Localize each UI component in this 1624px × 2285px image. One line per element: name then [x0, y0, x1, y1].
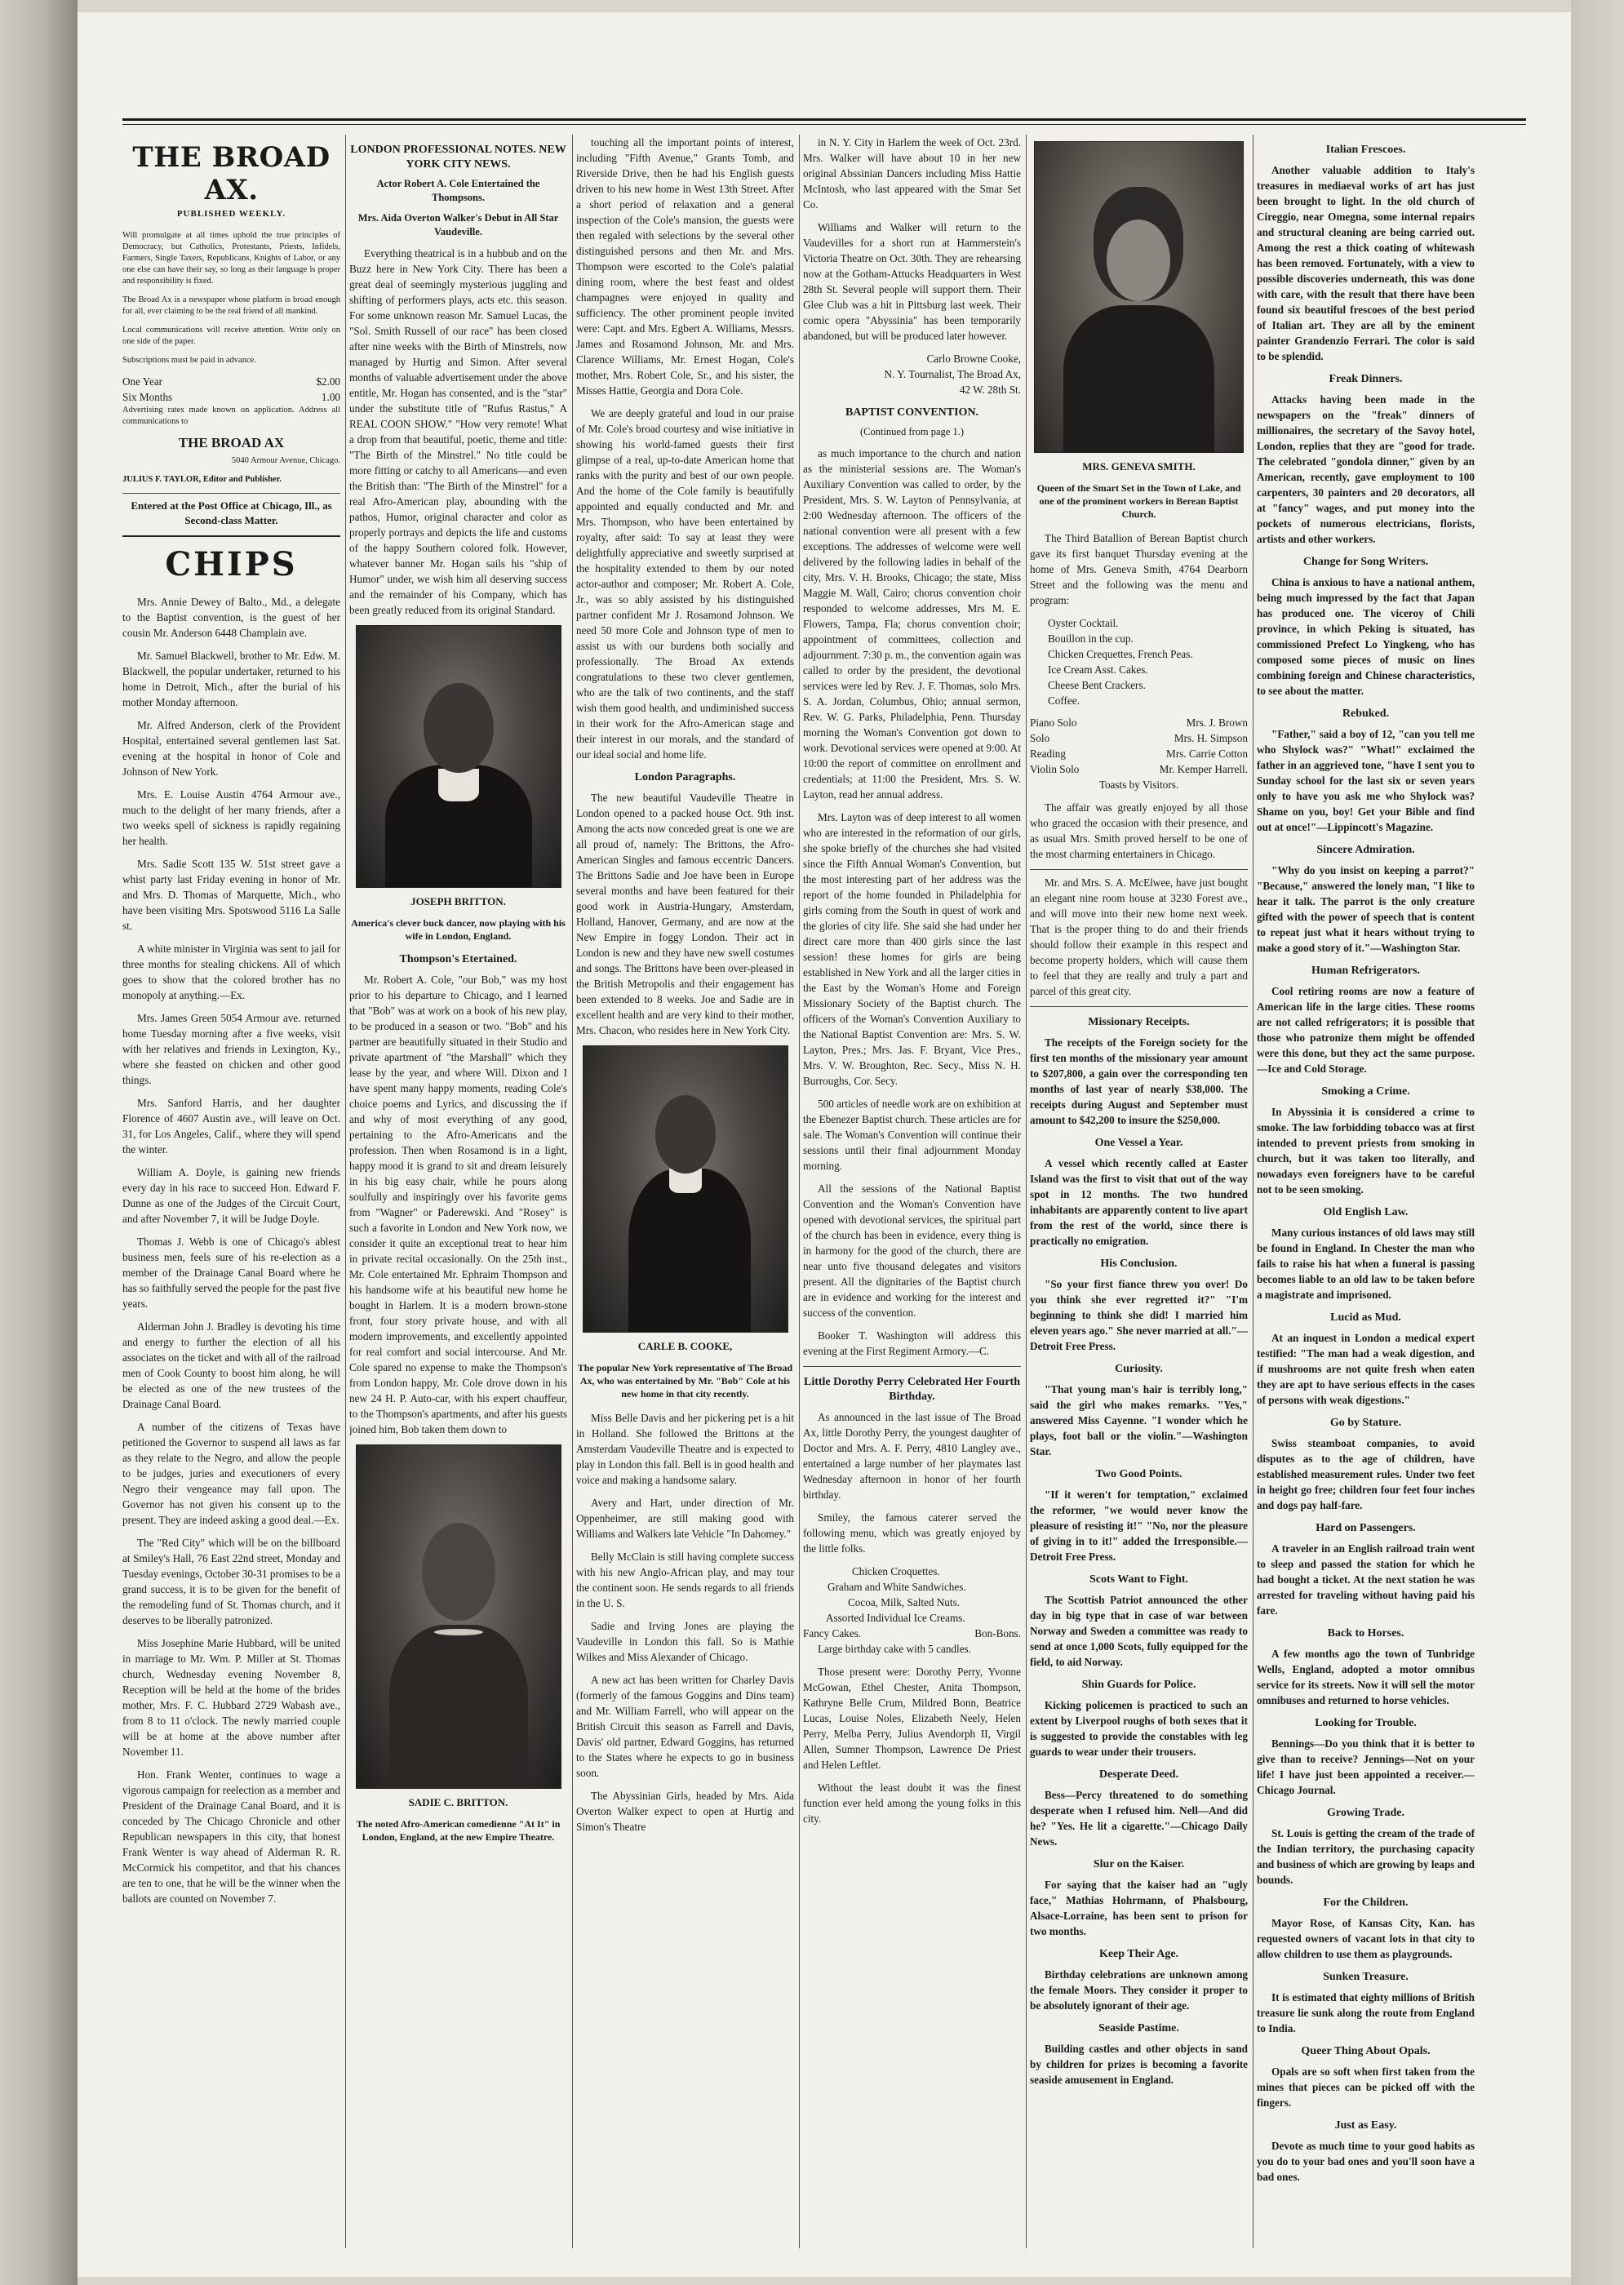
article-paragraph: A new act has been written for Charley Davis (formerly of the famous Goggins and Dins team) and Mr. William Farrell, who will appear on the British Circuit this season as Farrell and Davis, Davis' old partner, Edward Goggins, has returned to the States where he expects to go in business soon.: [576, 1674, 794, 1779]
scan-edge-right: [1571, 0, 1624, 2285]
divider: [122, 535, 340, 537]
item-heading: Old English Law.: [1323, 1206, 1409, 1218]
signature-line: 42 W. 28th St.: [959, 384, 1021, 396]
article-paragraph: Many curious instances of old laws may still be found in England. In Chester the man who fails to raise his hat when a funeral is passing becomes liable to an old law to be taken before a magistrate and imprisoned.: [1257, 1227, 1475, 1301]
article-paragraph: For saying that the kaiser had an "ugly face," Mathias Hohrmann, of Phalsbourg, Alsace-Lorraine, has been sent to prison for two months.: [1030, 1879, 1248, 1937]
program-row: [1030, 715, 1248, 730]
article-paragraph: Belly McClain is still having complete success with his new Anglo-African play, and may tour the continent soon. He sends regards to all friends in the U. S.: [576, 1551, 794, 1609]
item-heading: Back to Horses.: [1327, 1627, 1404, 1639]
chips-item: A number of the citizens of Texas have petitioned the Governor to suspend all laws as far as they relate to the Negro, and allow the people to be judges, juries and executioners of every Negro their vengeance may fall upon. The Governor has not given his consent up to the present. They are indeed asking a good deal.—Ex.: [122, 1421, 340, 1526]
article-paragraph: All the sessions of the National Baptist Convention and the Woman's Convention have opened with devotional services, the spiritual part of the church has been in evidence, every thing is in harmony for the good of the church, there are near unto five thousand delegates and visitors present. All the dignitaries of the Baptist church are in evidence and working for the interest and success of the convention.: [803, 1182, 1021, 1319]
menu-item: Assorted Individual Ice Creams.: [826, 1612, 965, 1624]
article-paragraph: Devote as much time to your good habits as you do to your bad ones and you'll soon have a bad ones.: [1257, 2140, 1475, 2183]
masthead-subscriptions: Subscriptions must be paid in advance.: [122, 356, 256, 365]
baptist-heading: BAPTIST CONVENTION.: [845, 406, 979, 419]
joseph-britton-photo: [356, 625, 561, 888]
article-paragraph: Everything theatrical is in a hubbub and on the Buzz here in New York City. There has been a great deal of seemingly mysterious juggling and shifting of performers plays, acts etc. this season. For some unknown reason Mr. Samuel Lucas, the "Sol. Smith Russell of our race" has been closed after nine weeks with the Birth of Minstrels, now managed by Hurtig and Simon. After several months of valuable advertisement under the above entitle, Mr. Hogan has consented, and is the "star" under the substitute title of "Rufus Rastus," A REAL COON SHOW." "How very remote! What a drop from that beautiful, poetic, theme and title: "The Birth of the Minstrel." No title could be more fitting or catchy to all Americans—and even the British than: "The Birth of the Minstrel" for a real Afro-American play, abounding with the pathos, Humor, original character and color as properly portrays and depicts the life and customs of the happy Southern colored folk. However, whatever banner Mr. Hogan sails his "ship of Humor" under, we wish him all deserving success and the remainder of his Company, which has been greatly reduced from its original Standard.: [349, 247, 567, 616]
article-paragraph: 500 articles of needle work are on exhibition at the Ebenezer Baptist church. These articles are for sale. The Woman's Convention will continue their sessions until their final adjournment Monday morning.: [803, 1098, 1021, 1172]
program-performer: Mrs. H. Simpson: [1174, 732, 1248, 744]
photo-caption-desc: The noted Afro-American comedienne "At It" in London, England, at the new Empire Theatre.: [356, 1818, 561, 1843]
article-paragraph: At an inquest in London a medical expert testified: "The man had a weak digestion, and if mushrooms are not quite fresh when eaten they are apt to have serious effects in the cases of persons with weak digestions.": [1257, 1332, 1475, 1406]
chips-item: The "Red City" which will be on the billboard at Smiley's Hall, 76 East 22nd street, Monday and Tuesday evenings, October 30-31 promises to be a grand success, it is to be given for the benefit of the remodeling fund of St. Thomas church, and it deserves to be liberally patronized.: [122, 1537, 340, 1626]
article-paragraph: The receipts of the Foreign society for the first ten months of the missionary year amount to $207,800, a gain over the corresponding ten months of last year of nearly $38,000. The receipts during August and September must amount to $42,200 to insure the $250,000.: [1030, 1036, 1248, 1126]
article-paragraph: Mayor Rose, of Kansas City, Kan. has requested owners of vacant lots in that city to allow children to use them as playgrounds.: [1257, 1917, 1475, 1960]
column-rule: [572, 135, 573, 2248]
article-paragraph: Birthday celebrations are unknown among the female Moors. They consider it proper to be absolutely ignorant of their age.: [1030, 1968, 1248, 2012]
divider: [1030, 869, 1248, 870]
column-5: [1030, 135, 1248, 2248]
item-heading: Shin Guards for Police.: [1081, 1679, 1196, 1691]
chips-item: Mr. Alfred Anderson, clerk of the Provident Hospital, entertained several gentlemen last Sat. evening at the hospital in honor of Cole and Johnson of New York.: [122, 719, 340, 778]
item-heading: Lucid as Mud.: [1330, 1311, 1401, 1324]
photo-caption-desc: America's clever buck dancer, now playing with his wife in London, England.: [351, 917, 566, 942]
column-3: [576, 135, 794, 2248]
article-paragraph: Kicking policemen is practiced to such an extent by Liverpool roughs of both sexes that it is suggested to provide the constables with leg guards to wear under their trousers.: [1030, 1699, 1248, 1758]
chips-item: Mrs. Sanford Harris, and her daughter Florence of 4607 Austin ave., will leave on Oct. 31, for Los Angeles, Calif., where they will spend the winter.: [122, 1097, 340, 1156]
divider: [122, 493, 340, 494]
menu-item: Fancy Cakes.: [803, 1627, 862, 1639]
chips-item: Alderman John J. Bradley is devoting his time and energy to further the election of all his associates on the ticket and with all of the railroad men of Cook County to boost him along, he will be elected as one of the new trustees of the Drainage Canal Board.: [122, 1320, 340, 1410]
masthead-title: THE BROAD AX.: [132, 141, 331, 206]
chips-item: William A. Doyle, is gaining new friends every day in his race to succeed Hon. Edward F. Dunne as one of the Judges of the Circuit Court, and after November 7, it will be Judge Doyle.: [122, 1166, 340, 1225]
item-heading: Curiosity.: [1115, 1363, 1163, 1375]
chips-item: Mrs. Sadie Scott 135 W. 51st street gave a whist party last Friday evening in honor of Mr. and Mrs. D. Thomas of Marquette, Mich., who have been visiting Mrs. Spotswood 5116 La Salle st.: [122, 858, 340, 932]
program-row: [1030, 761, 1248, 777]
thompsons-heading: Thompson's Etertained.: [399, 953, 517, 965]
article-paragraph: "That young man's hair is terribly long," said the girl who makes remarks. "Yes," answered Miss Cayenne. "I wonder which he plays, foot ball or the violin."—Washington Star.: [1030, 1383, 1248, 1458]
masthead-subtitle: PUBLISHED WEEKLY.: [176, 209, 286, 219]
column-4: [803, 135, 1021, 2248]
article-paragraph: touching all the important points of interest, including "Fifth Avenue," Grants Tomb, and Riverside Drive, then he had his English guests driven to his new home in West 13th Street. After a short period of relaxation and a general inspection of the Cole's mansion, the guests were then regaled with selections by the several other distinguished persons and then Mr. and Mrs. Thompson were escorted to the Cole's palatial dining room, where the best feast and oldest champagnes were enjoyed in quality and sufficiency. The other prominent people invited were: Capt. and Mrs. Egbert A. Williams, Messrs. James and Rosamond Johnson, Mr. and Mrs. Clarence Williams, Mr. Ernest Hogan, Cole's mother, Mrs. Robert Cole, Sr., and his sister, the Misses Hattie, Georgia and Dora Cole.: [576, 136, 794, 397]
article-paragraph: Those present were: Dorothy Perry, Yvonne McGowan, Ethel Chester, Anita Thompson, Kathryne Belle Crum, Mildred Bonn, Beatrice Lucas, Louise Noles, Elizabeth Neely, Helen Perry, Melba Perry, Julius Avendorph II, Virgil Allen, Sumner Thompson, Lawrence De Priest and Helen Leftlet.: [803, 1666, 1021, 1771]
newspaper-page: [78, 12, 1571, 2277]
dorothy-heading: Little Dorothy Perry Celebrated Her Fourth Birthday.: [803, 1376, 1021, 1403]
menu-item: Bon-Bons.: [974, 1627, 1021, 1639]
article-paragraph: as much importance to the church and nation as the ministerial sessions are. The Woman's Auxiliary Convention was called to order, by the President, Mrs. S. W. Layton of Pennsylvania, at 2:00 Wednesday afternoon. The officers of the national convention were all present with a few exceptions. The addresses of welcome were well delivered by the following ladies in behalf of the city, Mrs. V. H. Brooks, Chicago; the state, Miss Maggie M. Wall, Cairo; chorus convention choir responded to welcome addresses, Mrs M. E. Flowers, Tampa, Fla; chorus convention choir; appointment of committees, collection and adjournment. 7:30 p. m., the convention again was called to order by the president, the devotional services were led by Rev. J. F. Thomas, solo Mrs. S. A. Jordan, Columbus, Ohio; annual sermon, Rev. W. G. Parks, Philadelphia, Penn. Thursday morning the Woman's Convention got down to work. Devotional services were opened at 9:00. At 10:00 the report of committee on enrollment and credentials; at 11:00 the President, Mrs. S. W. Layton, read her annual address.: [803, 447, 1021, 801]
chips-item: Mrs. James Green 5054 Armour ave. returned home Tuesday morning after a five weeks, visit with her relatives and friends in Lexington, Ky., where she feasted on chicken and other good things.: [122, 1012, 340, 1086]
program-performer: Mrs. Carrie Cotton: [1166, 748, 1248, 760]
program-item: Violin Solo: [1030, 763, 1080, 775]
article-paragraph: It is estimated that eighty millions of British treasure lie sunk along the route from England to India.: [1257, 1991, 1475, 2034]
menu-item: Graham and White Sandwiches.: [828, 1581, 966, 1593]
item-heading: Growing Trade.: [1327, 1807, 1404, 1819]
masthead-communications: Local communications will receive attention. Write only on one side of the paper.: [122, 326, 340, 346]
article-paragraph: Swiss steamboat companies, to avoid disputes as to the age of children, have established measurement rules. Under two feet in height go free; children four feet four inches and dogs pay half-fare.: [1257, 1437, 1475, 1511]
menu-item: Chicken Crequettes, French Peas.: [1048, 648, 1193, 660]
program-performer: Mr. Kemper Harrell.: [1159, 763, 1248, 775]
london-subheading: Mrs. Aida Overton Walker's Debut in All Star Vaudeville.: [357, 212, 559, 237]
program-item: Reading: [1030, 748, 1066, 760]
chips-item: Mr. Samuel Blackwell, brother to Mr. Edw. M. Blackwell, the popular undertaker, returned to his home in Detroit, Mich., after the burial of his mother Monday afternoon.: [122, 650, 340, 708]
rate-label: One Year: [122, 375, 163, 388]
column-rule: [799, 135, 800, 2248]
item-heading: Human Refrigerators.: [1311, 965, 1420, 977]
top-rule: [122, 118, 1526, 121]
chips-item: Thomas J. Webb is one of Chicago's ablest business men, feels sure of his re-election as a member of the Drainage Canal Board where he has so faithfully served the people for the past five years.: [122, 1236, 340, 1310]
column-2: [349, 135, 567, 2248]
article-paragraph: Williams and Walker will return to the Vaudevilles for a short run at Hammerstein's Victoria Theatre on Oct. 30th. They are rehearsing now at the Gotham-Attucks Headquarters in West 28th St. Several people will support them. Their Glee Club was a hit in Pittsburg last week. Their comic opera "Abyssinia" has been temporarily abandoned, but will be produced later however.: [803, 221, 1021, 342]
article-paragraph: Building castles and other objects in sand by children for prizes is becoming a favorite seaside amusement in England.: [1030, 2043, 1248, 2086]
menu-item: Cheese Bent Crackers.: [1048, 679, 1146, 691]
baptist-subheading: (Continued from page 1.): [859, 426, 965, 437]
column-rule: [345, 135, 346, 2248]
divider: [803, 1366, 1021, 1367]
item-heading: Keep Their Age.: [1098, 1948, 1179, 1960]
signature-line: Carlo Browne Cooke,: [926, 353, 1021, 365]
article-paragraph: Cool retiring rooms are now a feature of American life in the large cities. These rooms are not called refrigerators; it is possible that those who patronize them might be offended were this done, but they act the same purpose.—Ice and Cold Storage.: [1257, 985, 1475, 1075]
article-paragraph: "Father," said a boy of 12, "can you tell me who Shylock was?" "What!" exclaimed the father in an aggrieved tone, "have I sent you to Sunday school for the last six or seven years only to have you ask me who Shylock was? Shame on you, boy! Get your Bible and find out at once!"—Lippincott's Magazine.: [1257, 728, 1475, 833]
article-paragraph: The Scottish Patriot announced the other day in big type that in case of war between Norway and Sweden a committee was ready to send at once 1,000 Scots, fully equipped for the field, to aid Norway.: [1030, 1594, 1248, 1668]
masthead-address-line: 5040 Armour Avenue, Chicago.: [231, 456, 340, 465]
item-heading: Missionary Receipts.: [1088, 1016, 1190, 1028]
sadie-britton-photo: [356, 1444, 561, 1789]
photo-caption-desc: The popular New York representative of The Broad Ax, who was entertained by Mr. "Bob" Cole at his new home in that city recently.: [577, 1362, 793, 1400]
photo-caption: JOSEPH BRITTON.: [410, 895, 506, 907]
item-heading: Sunken Treasure.: [1323, 1971, 1409, 1983]
article-paragraph: As announced in the last issue of The Broad Ax, little Dorothy Perry, the youngest daughter of Doctor and Mrs. A. F. Perry, 4810 Langley ave., entertained a large number of her playmates last Wednesday afternoon in honor of her fourth birthday.: [803, 1411, 1021, 1501]
item-heading: For the Children.: [1323, 1897, 1409, 1909]
article-paragraph: Mr. Robert A. Cole, "our Bob," was my host prior to his departure to Chicago, and I learned that "Bob" was at work on a book of his new play, to be produced in a season or two. "Bob" and his partner are beautifully situated in their Studio and private apartment of "the Marshall" which they lease by the year, and where Will. Dixon and I have spent many happy moments, reading Cole's choice poems and Lyrics, and discussing the if and why of most everything of any good, pertaining to the Afro-Americans and the profession. Then when Rosamond is in a light, happy mood it is grand to sit and dream leisurely in his big easy chair, while he pours along soulfully and inspiringly over his favorite gems from "Wagner" or Paderewski. And "Rosey" is such a favorite in London and New York now, we consider it quite an exceptional treat to hear him in private recital occasionally. On the 25th inst., Mr. Cole entertained Mr. Ephraim Thompson and his handsome wife at his beautiful new home he bought in Harlem. It is a modern brown-stone front, four story private house, and with all modern improvements, and excellently appointed for real comfort and social intercourse. And Mr. Cole spared no expense to make the Thompson's from London happy, Mr. Cole drove down in his new 24 H. P. Auto-car, with his expert chauffeur, to the Thompson's apartments, and after his guests joined him, Bob taken them down to: [349, 974, 567, 1435]
item-heading: Italian Frescoes.: [1325, 144, 1406, 156]
program-item: Solo: [1030, 732, 1050, 744]
article-paragraph: The Third Batallion of Berean Baptist church gave its first banquet Thursday evening at the home of Mrs. Geneva Smith, 4764 Dearborn Street and the following was the menu and program:: [1030, 532, 1248, 606]
article-paragraph: Miss Belle Davis and her pickering pet is a hit in Holland. She followed the Brittons at the Amsterdam Vaudeville Theatre and is expected to play in London this fall. Bell is in good health and voice and making a handsome salary.: [576, 1412, 794, 1486]
article-paragraph: Without the least doubt it was the finest function ever held among the young folks in this city.: [803, 1781, 1021, 1825]
program-performer: Mrs. J. Brown: [1186, 717, 1248, 729]
photo-caption: MRS. GENEVA SMITH.: [1082, 460, 1196, 473]
article-paragraph: The new beautiful Vaudeville Theatre in London opened to a packed house Oct. 9th inst. Among the acts now conceded great is one we are all proud of, namely: The Brittons, the Afro-American Singles and famous eccentric Dancers. The Brittons Sadie and Joe have been in Europe several months and have been featured for their good work in Austria-Hungary, Amsterdam, Holland, Hanover, Germany, and are now at the New Empire in foggy London. Their act in London is new and they have new swell costumes and songs. The Brittons have been over-pleased in the British Metropolis and their engagement has been extended to 8 weeks. Joe and Sadie are in excellent health and are very kind to their mother, Mrs. Chacon, who resides here in New York City.: [576, 792, 794, 1036]
article-paragraph: Smiley, the famous caterer served the following menu, which was greatly enjoyed by the little folks.: [803, 1511, 1021, 1555]
toasts-line: Toasts by Visitors.: [1098, 779, 1179, 791]
article-paragraph: Booker T. Washington will address this evening at the First Regiment Armory.—C.: [803, 1329, 1021, 1357]
article-paragraph: Mrs. Layton was of deep interest to all women who are interested in the reformation of our girls, she spoke briefly of the churches she had visited since the Fifth Annual Woman's Convention, but the most interesting part of her address was the report of the home founded in Philadelphia for girls coming from the South in quest of work and the glories of city life. She said she had under her direct care more than 400 girls since the last session! these homes for girls are being established in New York and all the larger cities in the East by the Woman's Home and Foreign Missionary Society of the Baptist church. The officers of the Woman's Convention Auxiliary to the National Baptist Convention are: Mrs. S. W. Layton, Pres.; Mrs. Jas. F. Bryant, Vice Pres., Mrs. V. W. Broughton, Rec. Secy., Miss N. H. Burroughs, Cor. Secy.: [803, 811, 1021, 1087]
item-heading: Desperate Deed.: [1098, 1768, 1179, 1781]
article-paragraph: "Why do you insist on keeping a parrot?" "Because," answered the lonely man, "I like to hear it talk. The parrot is the only creature gifted with the power of speech that is content to repeat just what it hears without trying to make a good story of it."—Washington Star.: [1257, 864, 1475, 954]
masthead-entered: Entered at the Post Office at Chicago, Ill., as Second-class Matter.: [131, 499, 332, 526]
masthead-ads: The Broad Ax is a newspaper whose platform is broad enough for all, ever claiming to be the real friend of all mankind.: [122, 295, 340, 316]
item-heading: Rebuked.: [1342, 708, 1390, 720]
menu-item: Bouillon in the cup.: [1048, 632, 1134, 645]
masthead-policy: Will promulgate at all times uphold the true principles of Democracy, but Catholics, Protestants, Priests, Infidels, Farmers, Single Taxers, Republicans, Knights of Labor, or any one else can have their say, so long as their language is proper and responsibility is fixed.: [122, 231, 340, 286]
masthead-advertising: Advertising rates made known on application. Address all communications to: [122, 406, 340, 426]
article-paragraph: in N. Y. City in Harlem the week of Oct. 23rd. Mrs. Walker will have about 10 in her new original Abssinian Dancers including Miss Hattie McIntosh, who last appeared with the Smar Set Co.: [803, 136, 1021, 211]
rate-row: [122, 374, 340, 389]
article-paragraph: We are deeply grateful and loud in our praise of Mr. Cole's broad courtesy and wise initiative in showing his world-famed guests their first glimpse of a real, up-to-date American home that ranks with the purity and best of our own people. And the home of the Cole family is beautifully appointed and equally conducted and Mr. and Mrs. Thompson, who have been entertained by royalty, after said: To say at least they were delightfully appreciative and sweetly surprised at the hospitality extended to them by our noted actor-author and composer; Mr. Robert A. Cole, Jr., was so ably assisted by his distinguished partner confident Mr J. Rosamond Johnson. We need 50 more Cole and Johnson type of men to assist us with our burdens both socially and professionally. The Broad Ax extends congratulations to these two clever gentlemen, who are the talk of two continents, and the staff wish them good health, and undiminished success in their work for the Afro-American stage and their interest in our morals, and the standard of our ideal social and home life.: [576, 407, 794, 761]
item-heading: Queer Thing About Opals.: [1301, 2045, 1431, 2057]
menu-item: Chicken Croquettes.: [852, 1565, 940, 1577]
item-heading: Smoking a Crime.: [1321, 1085, 1410, 1098]
article-paragraph: Sadie and Irving Jones are playing the Vaudeville in London this fall. So is Mathie Wilkes and Miss Alexander of Chicago.: [576, 1620, 794, 1663]
masthead-address-name: THE BROAD AX: [178, 435, 285, 450]
rate-label: Six Months: [122, 391, 173, 403]
article-paragraph: Opals are so soft when first taken from the mines that pieces can be picked off with the fingers.: [1257, 2065, 1475, 2109]
article-paragraph: A few months ago the town of Tunbridge Wells, England, adopted a motor omnibus service for its streets. Now it will sell the motor omnibuses and returned to horse vehicles.: [1257, 1648, 1475, 1706]
item-heading: Sincere Admiration.: [1316, 844, 1415, 856]
photo-caption: SADIE C. BRITTON.: [408, 1796, 508, 1808]
top-rule-thin: [122, 124, 1526, 125]
program-row: [1030, 746, 1248, 761]
item-heading: Looking for Trouble.: [1315, 1717, 1417, 1729]
geneva-smith-photo: [1034, 141, 1244, 453]
program-item: Piano Solo: [1030, 717, 1077, 729]
item-heading: One Vessel a Year.: [1094, 1137, 1183, 1149]
item-heading: Seaside Pastime.: [1098, 2022, 1179, 2034]
item-heading: Change for Song Writers.: [1302, 556, 1429, 568]
article-paragraph: "So your first fiance threw you over! Do you think she ever regretted it?" "I'm beginning to think she did! I married him eleven years ago." She never married at all."—Detroit Free Press.: [1030, 1278, 1248, 1352]
item-heading: His Conclusion.: [1100, 1258, 1178, 1270]
photo-caption-desc: Queen of the Smart Set in the Town of Lake, and one of the prominent workers in Berean Baptist Church.: [1036, 482, 1241, 520]
article-paragraph: Attacks having been made in the newspapers on the "freak" dinners of millionaires, the secretary of the Savoy hotel, London, replies that they are "good for trade. The celebrated "gondola dinner," given by an American, recently, gave employment to 100 carpenters, 30 painters and 20 decorators, all at "fancy" wages, and put money into the pockets of numerous electricians, florists, artists and other workers.: [1257, 393, 1475, 545]
program-row: [1030, 730, 1248, 746]
article-paragraph: Large birthday cake with 5 candles.: [818, 1643, 971, 1655]
article-paragraph: Bennings—Do you think that it is better to give than to receive? Jennings—Not on your life! I have just been appointed a receiver.—Chicago Journal.: [1257, 1737, 1475, 1796]
chips-item: Hon. Frank Wenter, continues to wage a vigorous campaign for reelection as a member and President of the Drainage Canal Board, and it is conceded by The Chicago Chronicle and other Republican newspapers in this city, that honest Frank Wenter is way ahead of Alderman R. R. McCormick his competitor, and that his chances are ten to one, that he will be the winner when the ballots are counted on November 7.: [122, 1768, 340, 1905]
menu-item: Oyster Cocktail.: [1048, 617, 1119, 629]
article-paragraph: China is anxious to have a national anthem, being much impressed by the fact that Japan has produced one. The viceroy of Chili province, in which Peking is situated, has commissioned Prefect Lo Yingkeng, who has composed some pieces of music on lines combining foreign and Chinese characteristics, to see about the matter.: [1257, 576, 1475, 697]
menu-row: [803, 1626, 1021, 1641]
item-heading: Scots Want to Fight.: [1089, 1573, 1189, 1586]
item-heading: Slur on the Kaiser.: [1093, 1858, 1185, 1870]
rate-price: $2.00: [316, 375, 340, 388]
london-subheading: Actor Robert A. Cole Entertained the Thompsons.: [376, 178, 540, 203]
article-paragraph: A vessel which recently called at Easter Island was the first to visit that out of the way spot in 12 months. The two hundred inhabitants are apparently content to live apart from the rest of the world, since there is practically no emigration.: [1030, 1157, 1248, 1247]
article-paragraph: Bess—Percy threatened to do something desperate when I refused him. Nell—And did he? "Yes. He lit a cigarette."—Chicago Daily News.: [1030, 1789, 1248, 1848]
article-paragraph: "If it weren't for temptation," exclaimed the reformer, "we would never know the pleasure of resisting it!" "No, nor the pleasure of giving in to it!" added the Irresponsible.—Detroit Free Press.: [1030, 1489, 1248, 1563]
article-paragraph: In Abyssinia it is considered a crime to smoke. The law forbidding tobacco was at first intended to prevent priests from smoking in church, but it was taken too literally, and nowadays even foreigners have to be careful not to be seen smoking.: [1257, 1106, 1475, 1196]
item-heading: Go by Stature.: [1329, 1417, 1402, 1429]
article-paragraph: Mr. and Mrs. S. A. McElwee, have just bought an elegant nine room house at 3230 Forest ave., and will move into their new home next week. That is the proper thing to do and their friends should follow their example in this respect and become property holders, which will cause them to feel that they are really and truly a part and parcel of this great city.: [1030, 876, 1248, 997]
london-heading: LONDON PROFESSIONAL NOTES. NEW YORK CITY NEWS.: [350, 144, 566, 171]
scan-edge-left: [0, 0, 78, 2285]
photo-caption: CARLE B. COOKE,: [637, 1340, 733, 1352]
masthead-editor: JULIUS F. TAYLOR, Editor and Publisher.: [122, 475, 282, 484]
article-paragraph: The affair was greatly enjoyed by all those who graced the occasion with their presence, and as usual Mrs. Smith proved herself to be one of the most charming entertainers in Chicago.: [1030, 801, 1248, 860]
article-paragraph: St. Louis is getting the cream of the trade of the Indian territory, the purchasing capacity and business of which are growing by leaps and bounds.: [1257, 1827, 1475, 1886]
column-rule: [1026, 135, 1027, 2248]
column-1: [122, 135, 340, 2248]
menu-item: Cocoa, Milk, Salted Nuts.: [848, 1596, 960, 1608]
london-paragraphs-heading: London Paragraphs.: [634, 771, 736, 783]
column-6: [1257, 135, 1475, 2248]
divider: [1030, 1006, 1248, 1007]
menu-item: Ice Cream Asst. Cakes.: [1048, 663, 1148, 676]
item-heading: Freak Dinners.: [1329, 373, 1403, 385]
article-paragraph: Another valuable addition to Italy's treasures in mediaeval works of art has just been brought to light. In the old church of Cireggio, near Omegna, some internal repairs and structural cleaning are being carried out. Among the rest a thick coating of whitewash has been removed. Fortunately, with a view to possible discoveries underneath, this was done with care, with the result that there have been found six beautiful frescoes of the best period of Italian art. They are all by the eminent painter Grandenzio Ferrari. The color is said to be splendid.: [1257, 164, 1475, 362]
signature-line: N. Y. Tournalist, The Broad Ax,: [884, 368, 1021, 380]
chips-heading: CHIPS: [165, 545, 298, 583]
chips-item: Mrs. Annie Dewey of Balto., Md., a delegate to the Baptist convention, is the guest of her cousin Mr. Anderson 6448 Champlain ave.: [122, 596, 340, 639]
menu-item: Coffee.: [1048, 694, 1080, 707]
chips-item: Miss Josephine Marie Hubbard, will be united in marriage to Mr. Wm. P. Miller at St. Thomas church, Wednesday evening November 8, Reception will be held at the home of the brides mother, Mrs. F. C. Hubbard 2729 Wabash ave., from 8 to 11 o'clock. The newly married couple will be at home at the above number after November 11.: [122, 1637, 340, 1758]
article-paragraph: The Abyssinian Girls, headed by Mrs. Aida Overton Walker expect to open at Hurtig and Simon's Theatre: [576, 1790, 794, 1833]
rate-row: [122, 389, 340, 405]
item-heading: Two Good Points.: [1095, 1468, 1183, 1480]
chips-item: Mrs. E. Louise Austin 4764 Armour ave., much to the delight of her many friends, after a two weeks spell of sickness is rapidly regaining her health.: [122, 788, 340, 847]
chips-item: A white minister in Virginia was sent to jail for three months for stealing chickens. All of which goes to show that the colored brother has no monopoly at anything.—Ex.: [122, 943, 340, 1001]
article-paragraph: Avery and Hart, under direction of Mr. Oppenheimer, are still making good with Williams and Walkers late Vehicle "In Dahomey.": [576, 1497, 794, 1540]
carle-cooke-photo: [583, 1045, 788, 1333]
item-heading: Hard on Passengers.: [1316, 1522, 1416, 1534]
rate-price: 1.00: [321, 391, 340, 403]
item-heading: Just as Easy.: [1334, 2119, 1397, 2132]
article-paragraph: A traveler in an English railroad train went to sleep and passed the station for which he had bought a ticket. At the next station he was arrested for traveling without having paid his fare.: [1257, 1542, 1475, 1617]
